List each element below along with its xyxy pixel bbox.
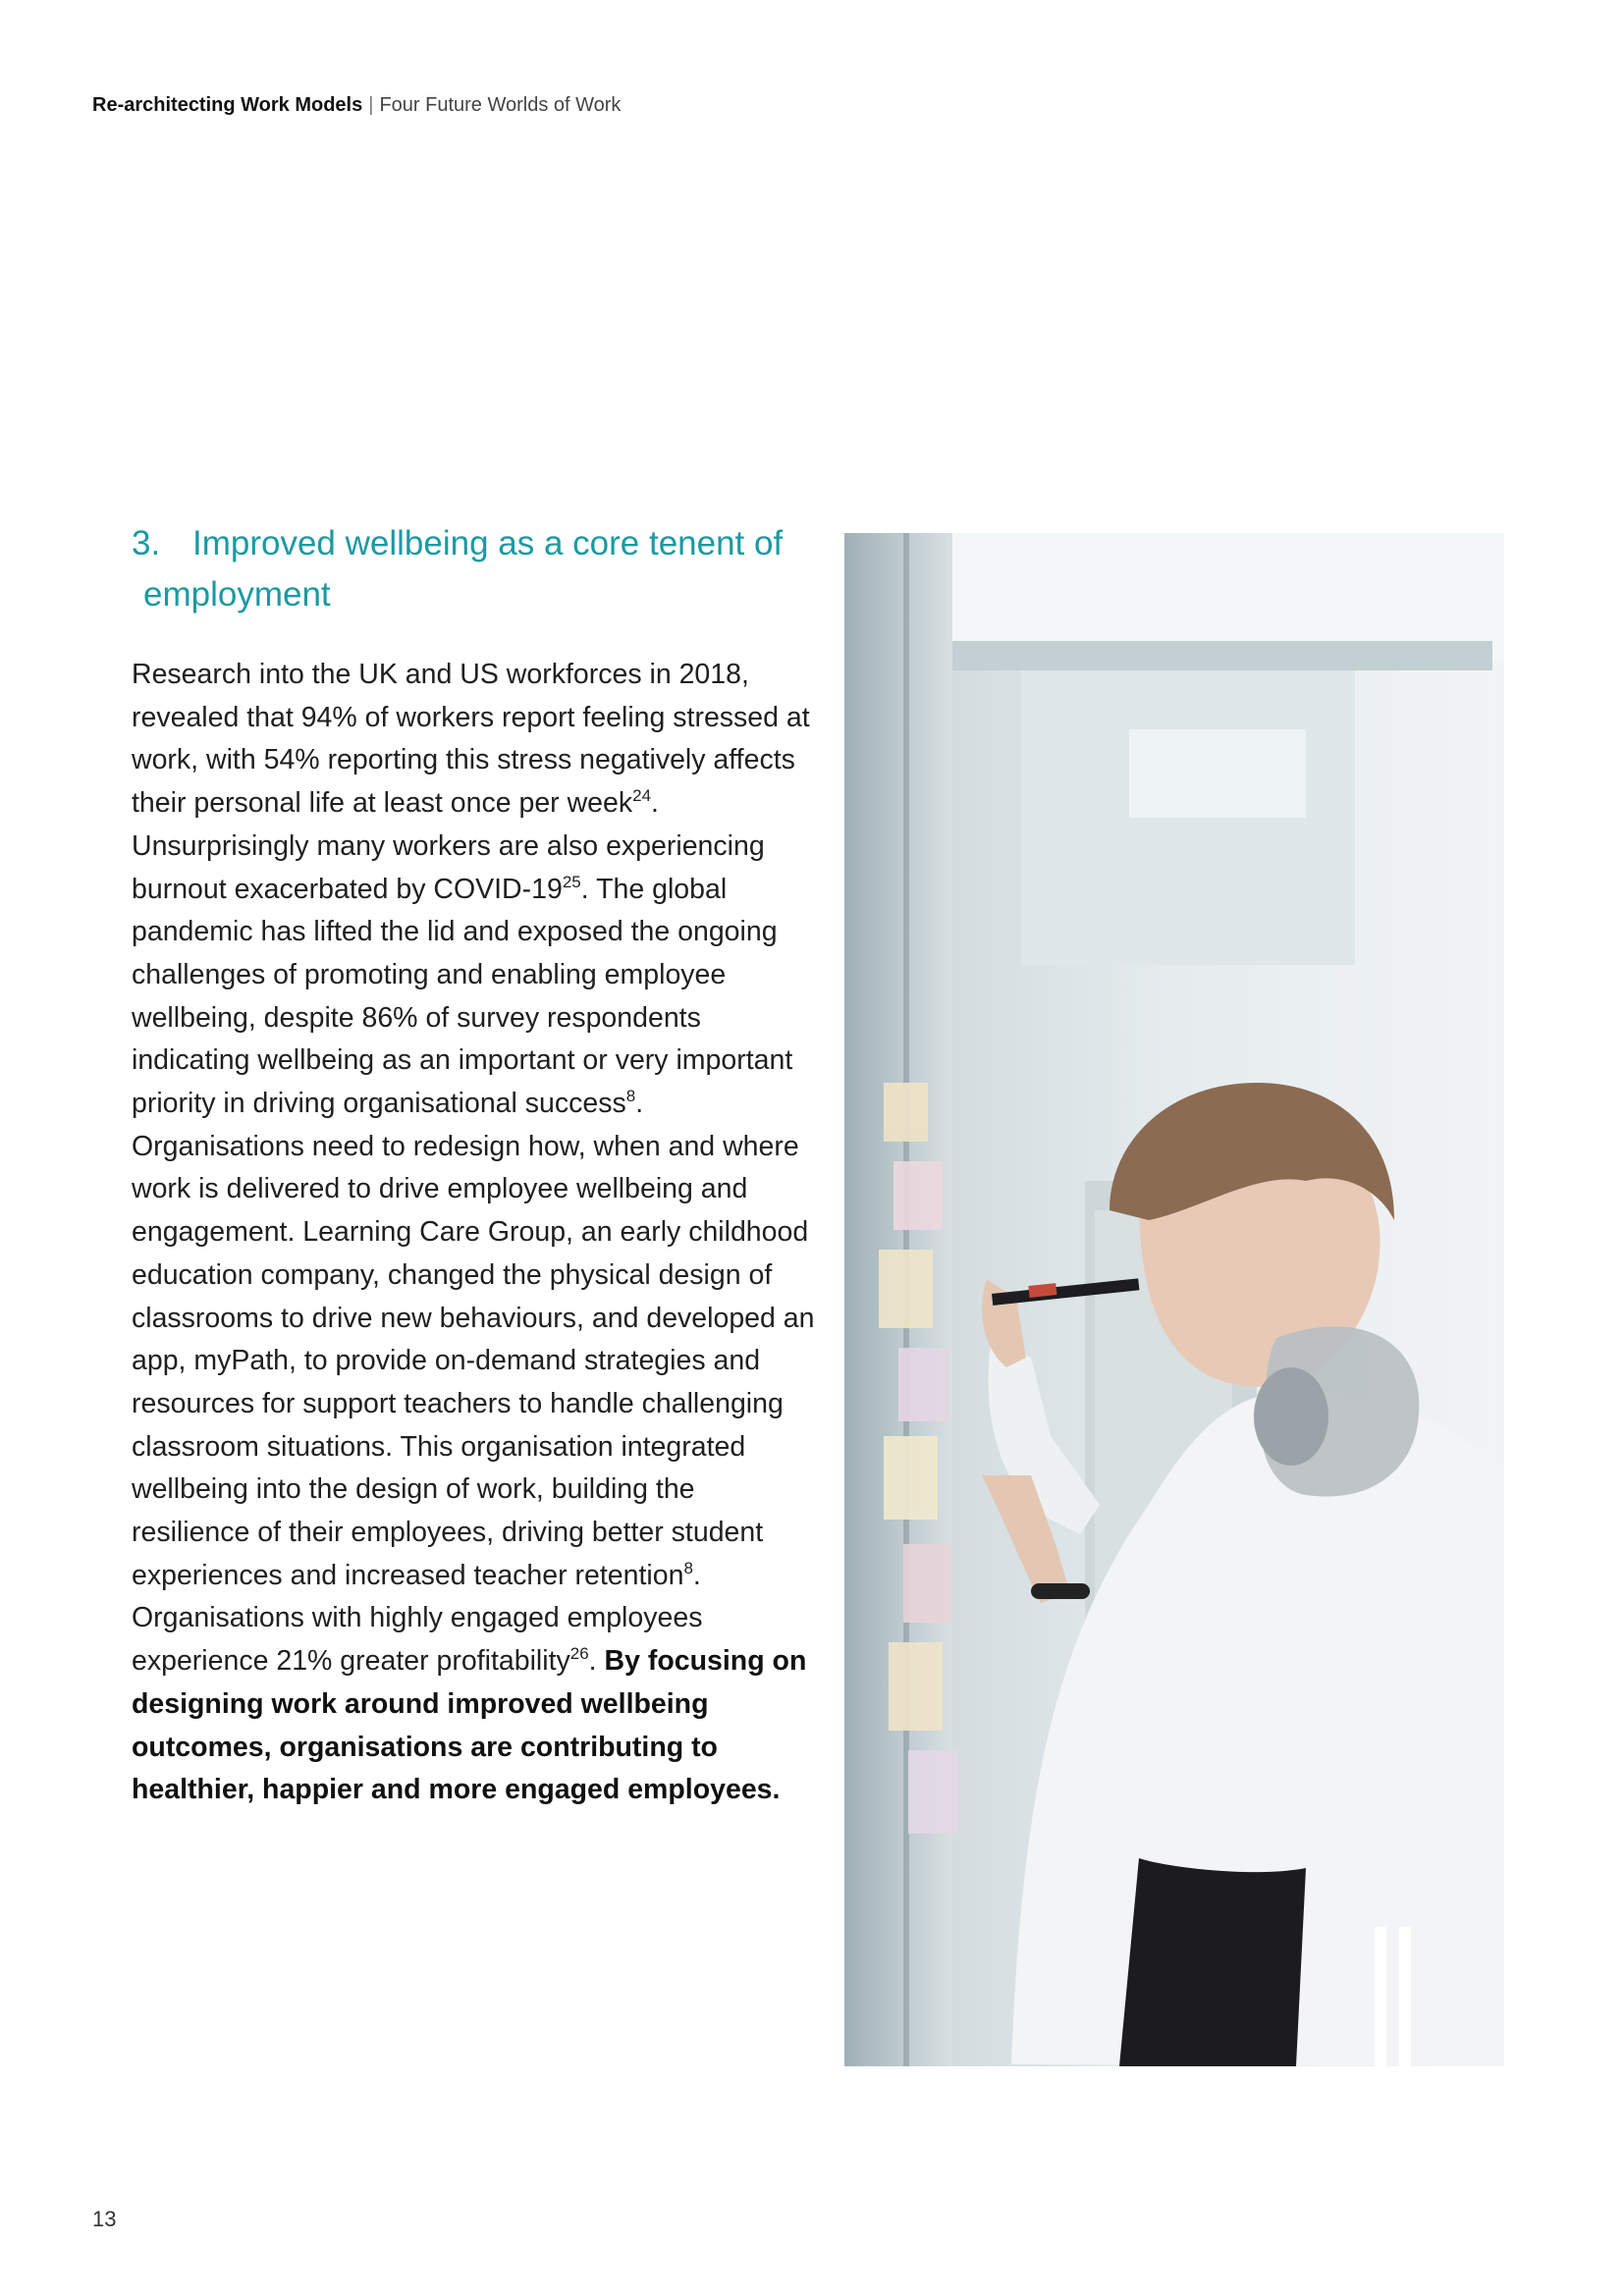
report-title: Re-architecting Work Models — [92, 94, 363, 116]
body-paragraph — [132, 654, 819, 1812]
key-takeaway: By focusing on designing work around improved wellbeing outcomes, organisations are contributing to healthier, happier and more engaged employees. — [132, 1645, 807, 1806]
body-text: . — [588, 1645, 605, 1678]
page-number: 13 — [92, 2207, 117, 2231]
body-text: . Organisations with highly engaged employees experience 21% greater profitability — [132, 1559, 703, 1678]
body-text: . The global pandemic has lifted the lid and exposed the ongoing challenges of promoting and enabling employee wellbeing, despite 86% of survey respondents indicating wellbeing as an important or very important priority in driving organisational success — [132, 873, 793, 1120]
report-subtitle: Four Future Worlds of Work — [379, 94, 622, 116]
footnote-ref: 8 — [683, 1558, 693, 1577]
section-heading — [132, 518, 819, 620]
header-separator: | — [368, 94, 374, 116]
section-title-line1: Improved wellbeing as a core tenent of — [192, 524, 784, 562]
man-writing-on-sticky-notes-photo — [844, 533, 1504, 2066]
section-title-line2: employment — [143, 575, 331, 614]
body-text: . Unsurprisingly many workers are also experiencing burnout exacerbated by COVID-19 — [132, 787, 765, 905]
footnote-ref: 24 — [632, 786, 652, 806]
footnote-ref: 25 — [562, 872, 581, 891]
footnote-ref: 8 — [625, 1087, 636, 1106]
body-text: Research into the UK and US workforces in 2018, revealed that 94% of workers report feeling stressed at work, with 54% reporting this stress negatively affects their personal life at least once per week — [132, 659, 810, 820]
running-header — [92, 94, 621, 117]
body-text: . Organisations need to redesign how, when and where work is delivered to drive employee wellbeing and engagement. Learning Care Group, an early childhood education company, changed the physical design of classrooms to drive new behaviours, and developed an app, myPath, to provide on-demand strategies and resources for support teachers to handle challenging classroom situations. This organisation integrated wellbeing into the design of work, building the resilience of their employees, driving better student experiences and increased teacher retention — [132, 1088, 815, 1591]
section-number: 3. — [132, 524, 161, 562]
footnote-ref: 26 — [569, 1644, 589, 1664]
